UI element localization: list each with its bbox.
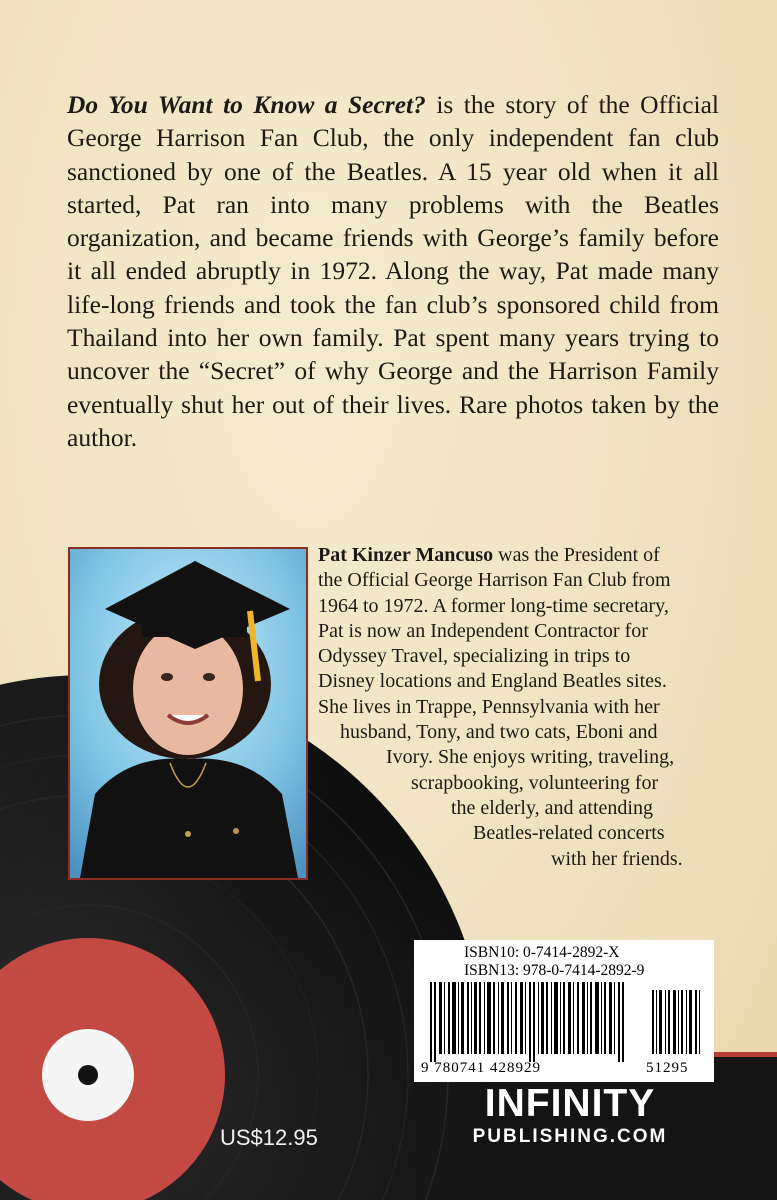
publisher-logo	[420, 1082, 720, 1152]
bio-line: She lives in Trappe, Pennsylvania with her	[318, 695, 660, 718]
barcode-bars	[420, 982, 710, 1062]
bio-line: Pat is now an Independent Contractor for	[318, 619, 648, 642]
price: US$12.95	[220, 1125, 318, 1150]
blurb-text: is the story of the Official George Harrison Fan Club, the only independent fan club sanctioned by one of the Beatles. A 15 year old when it all started, Pat ran into many problems with the Beatles organization, and became friends with George’s family before it all ended abruptly in 1972. Along the way, Pat made many life-long friends and took the fan club’s sponsored child from Thailand into her own family. Pat spent many years trying to uncover the “Secret” of why George and the Harrison Family eventually shut her out of their lives. Rare photos taken by the author.	[67, 90, 720, 452]
bio-line: the elderly, and attending	[451, 796, 653, 819]
barcode-digits: 9 780741 428929	[421, 1060, 541, 1076]
red-accent-strip	[712, 1052, 777, 1057]
publisher-name: INFINITY	[484, 1082, 656, 1125]
bio-line: the Official George Harrison Fan Club from	[318, 569, 671, 592]
book-title-italic: Do You Want to Know a Secret?	[67, 90, 426, 119]
bio-line-1: Pat Kinzer Mancuso was the President of	[318, 544, 660, 566]
bio-line: Odyssey Travel, specializing in trips to	[318, 645, 631, 668]
record-spindle-hole	[78, 1065, 98, 1085]
isbn-barcode	[414, 940, 714, 1082]
bio-line: Beatles-related concerts	[473, 822, 665, 845]
bio-line: Ivory. She enjoys writing, traveling,	[386, 746, 675, 769]
bio-line: Disney locations and England Beatles sites.	[318, 670, 667, 693]
book-blurb	[67, 88, 719, 454]
isbn13-label: ISBN13: 978-0-7414-2892-9	[464, 962, 645, 979]
barcode-addon-digits: 51295	[646, 1060, 689, 1076]
publisher-sub: PUBLISHING.COM	[472, 1126, 668, 1147]
bio-line: scrapbooking, volunteering for	[411, 771, 659, 794]
isbn10-label: ISBN10: 0-7414-2892-X	[464, 944, 620, 961]
bio-line: husband, Tony, and two cats, Eboni and	[340, 721, 658, 744]
author-name: Pat Kinzer Mancuso	[318, 544, 494, 566]
bio-line: 1964 to 1972. A former long-time secretary,	[318, 594, 669, 617]
bio-line: with her friends.	[551, 847, 683, 870]
author-photo	[68, 547, 308, 880]
author-bio	[318, 543, 728, 872]
